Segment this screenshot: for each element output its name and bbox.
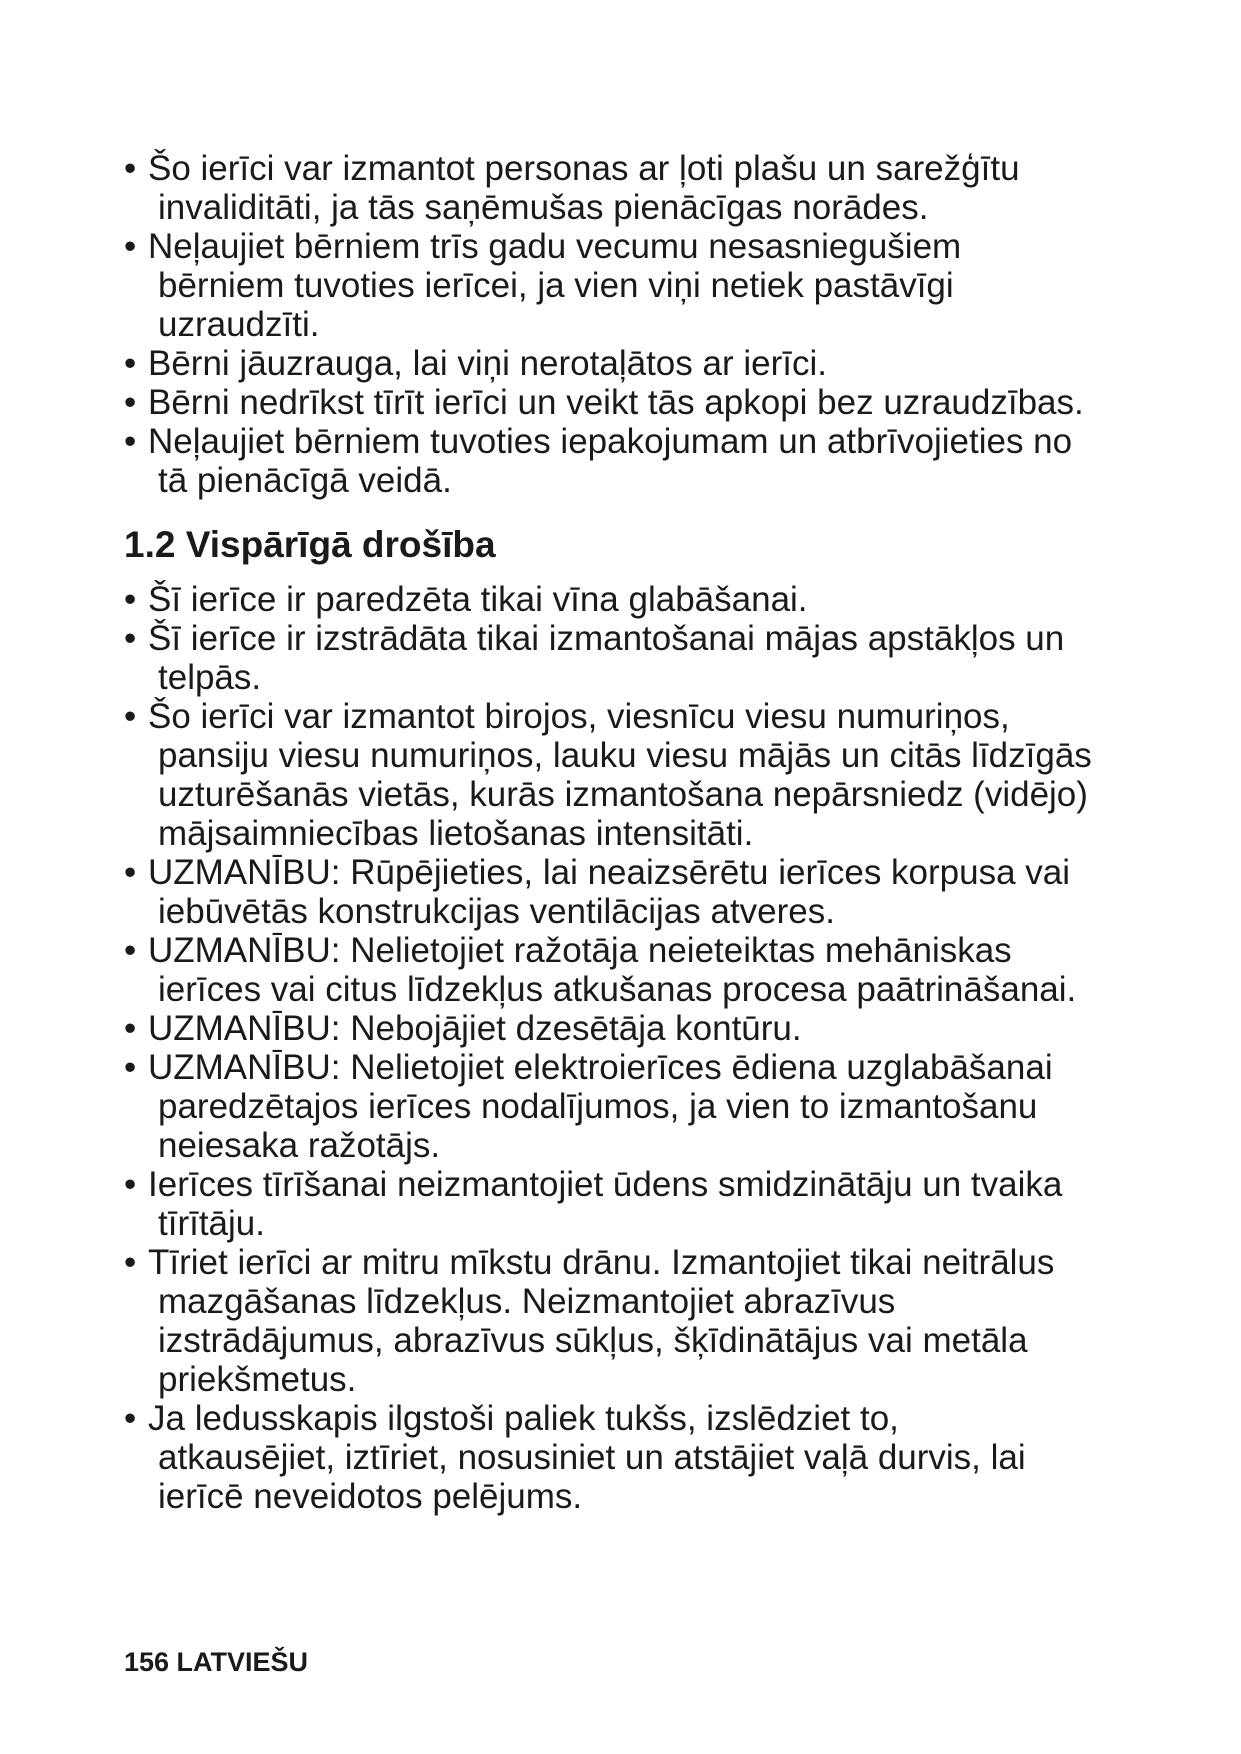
bullet-icon: • xyxy=(124,580,137,619)
list-item-line: Ierīces tīrīšanai neizmantojiet ūdens smidzinātāju un tvaika xyxy=(148,1165,1063,1204)
bullet-icon: • xyxy=(124,1009,137,1048)
list-item-line: mājsaimniecības lietošanas intensitāti. xyxy=(158,814,754,853)
list-item-line: invaliditāti, ja tās saņēmušas pienācīgas norādes. xyxy=(158,188,929,227)
list-item-line: bērniem tuvoties ierīcei, ja vien viņi netiek pastāvīgi xyxy=(158,266,954,305)
list-item-line: iebūvētās konstrukcijas ventilācijas atveres. xyxy=(158,892,835,931)
bullet-icon: • xyxy=(124,1048,137,1087)
list-item xyxy=(124,931,1124,1009)
list-item-line: Ja ledusskapis ilgstoši paliek tukšs, izslēdziet to, xyxy=(148,1399,899,1438)
bullet-icon: • xyxy=(124,227,137,266)
list-item-line: pansiju viesu numuriņos, lauku viesu mājās un citās līdzīgās xyxy=(158,736,1092,775)
list-item-line: UZMANĪBU: Nelietojiet elektroierīces ēdiena uzglabāšanai xyxy=(148,1048,1053,1087)
list-item xyxy=(124,149,1124,227)
list-item-line: UZMANĪBU: Rūpējieties, lai neaizsērētu ierīces korpusa vai xyxy=(148,853,1071,892)
bullet-icon: • xyxy=(124,697,137,736)
list-item-line: Neļaujiet bērniem trīs gadu vecumu nesasniegušiem xyxy=(148,227,962,266)
list-item xyxy=(124,227,1124,344)
bullet-icon: • xyxy=(124,149,137,188)
list-item-line: uzturēšanās vietās, kurās izmantošana nepārsniedz (vidējo) xyxy=(158,775,1088,814)
list-item-line: priekšmetus. xyxy=(158,1360,357,1399)
list-item xyxy=(124,1243,1124,1399)
list-item-line: paredzētajos ierīces nodalījumos, ja vien to izmantošanu xyxy=(158,1087,1038,1126)
list-item-line: Bērni nedrīkst tīrīt ierīci un veikt tās apkopi bez uzraudzības. xyxy=(148,383,1084,422)
page-footer: 156 LATVIEŠU xyxy=(124,1647,309,1677)
list-item-line: neiesaka ražotājs. xyxy=(158,1126,441,1165)
list-item-line: ierīces vai citus līdzekļus atkušanas procesa paātrināšanai. xyxy=(158,970,1077,1009)
list-item-line: tā pienācīgā veidā. xyxy=(158,461,452,500)
list-item xyxy=(124,422,1124,500)
list-item xyxy=(124,1399,1124,1516)
list-item-line: uzraudzīti. xyxy=(158,305,320,344)
bullet-icon: • xyxy=(124,619,137,658)
list-item-line: Šo ierīci var izmantot birojos, viesnīcu viesu numuriņos, xyxy=(148,697,1010,736)
list-item-line: Šī ierīce ir paredzēta tikai vīna glabāšanai. xyxy=(148,580,808,619)
list-item xyxy=(124,344,1124,383)
bullet-icon: • xyxy=(124,1165,137,1204)
bullet-icon: • xyxy=(124,931,137,970)
list-item xyxy=(124,1009,1124,1048)
list-item xyxy=(124,853,1124,931)
section-title: 1.2 Vispārīgā drošība xyxy=(124,524,496,565)
list-item-line: telpās. xyxy=(158,658,262,697)
safety-list-children xyxy=(124,149,1124,500)
list-item xyxy=(124,1165,1124,1243)
list-item-line: Neļaujiet bērniem tuvoties iepakojumam un atbrīvojieties no xyxy=(148,422,1073,461)
bullet-icon: • xyxy=(124,853,137,892)
bullet-icon: • xyxy=(124,344,137,383)
list-item-line: izstrādājumus, abrazīvus sūkļus, šķīdinātājus vai metāla xyxy=(158,1321,1028,1360)
bullet-icon: • xyxy=(124,1399,137,1438)
list-item-line: tīrītāju. xyxy=(158,1204,265,1243)
bullet-icon: • xyxy=(124,422,137,461)
list-item-line: Šī ierīce ir izstrādāta tikai izmantošanai mājas apstākļos un xyxy=(148,619,1065,658)
list-item-line: atkausējiet, iztīriet, nosusiniet un atstājiet vaļā durvis, lai xyxy=(158,1438,1026,1477)
list-item xyxy=(124,697,1124,853)
safety-list-general xyxy=(124,580,1124,1516)
list-item xyxy=(124,1048,1124,1165)
list-item-line: UZMANĪBU: Nelietojiet ražotāja neieteiktas mehāniskas xyxy=(148,931,1012,970)
bullet-icon: • xyxy=(124,1243,137,1282)
list-item xyxy=(124,383,1124,422)
list-item-line: ierīcē neveidotos pelējums. xyxy=(158,1477,583,1516)
bullet-icon: • xyxy=(124,383,137,422)
list-item-line: Šo ierīci var izmantot personas ar ļoti plašu un sarežģītu xyxy=(148,149,1020,188)
list-item-line: Tīriet ierīci ar mitru mīkstu drānu. Izmantojiet tikai neitrālus xyxy=(148,1243,1055,1282)
list-item xyxy=(124,619,1124,697)
list-item-line: UZMANĪBU: Nebojājiet dzesētāja kontūru. xyxy=(148,1009,802,1048)
list-item-line: Bērni jāuzrauga, lai viņi nerotaļātos ar ierīci. xyxy=(148,344,827,383)
list-item xyxy=(124,580,1124,619)
list-item-line: mazgāšanas līdzekļus. Neizmantojiet abrazīvus xyxy=(158,1282,896,1321)
